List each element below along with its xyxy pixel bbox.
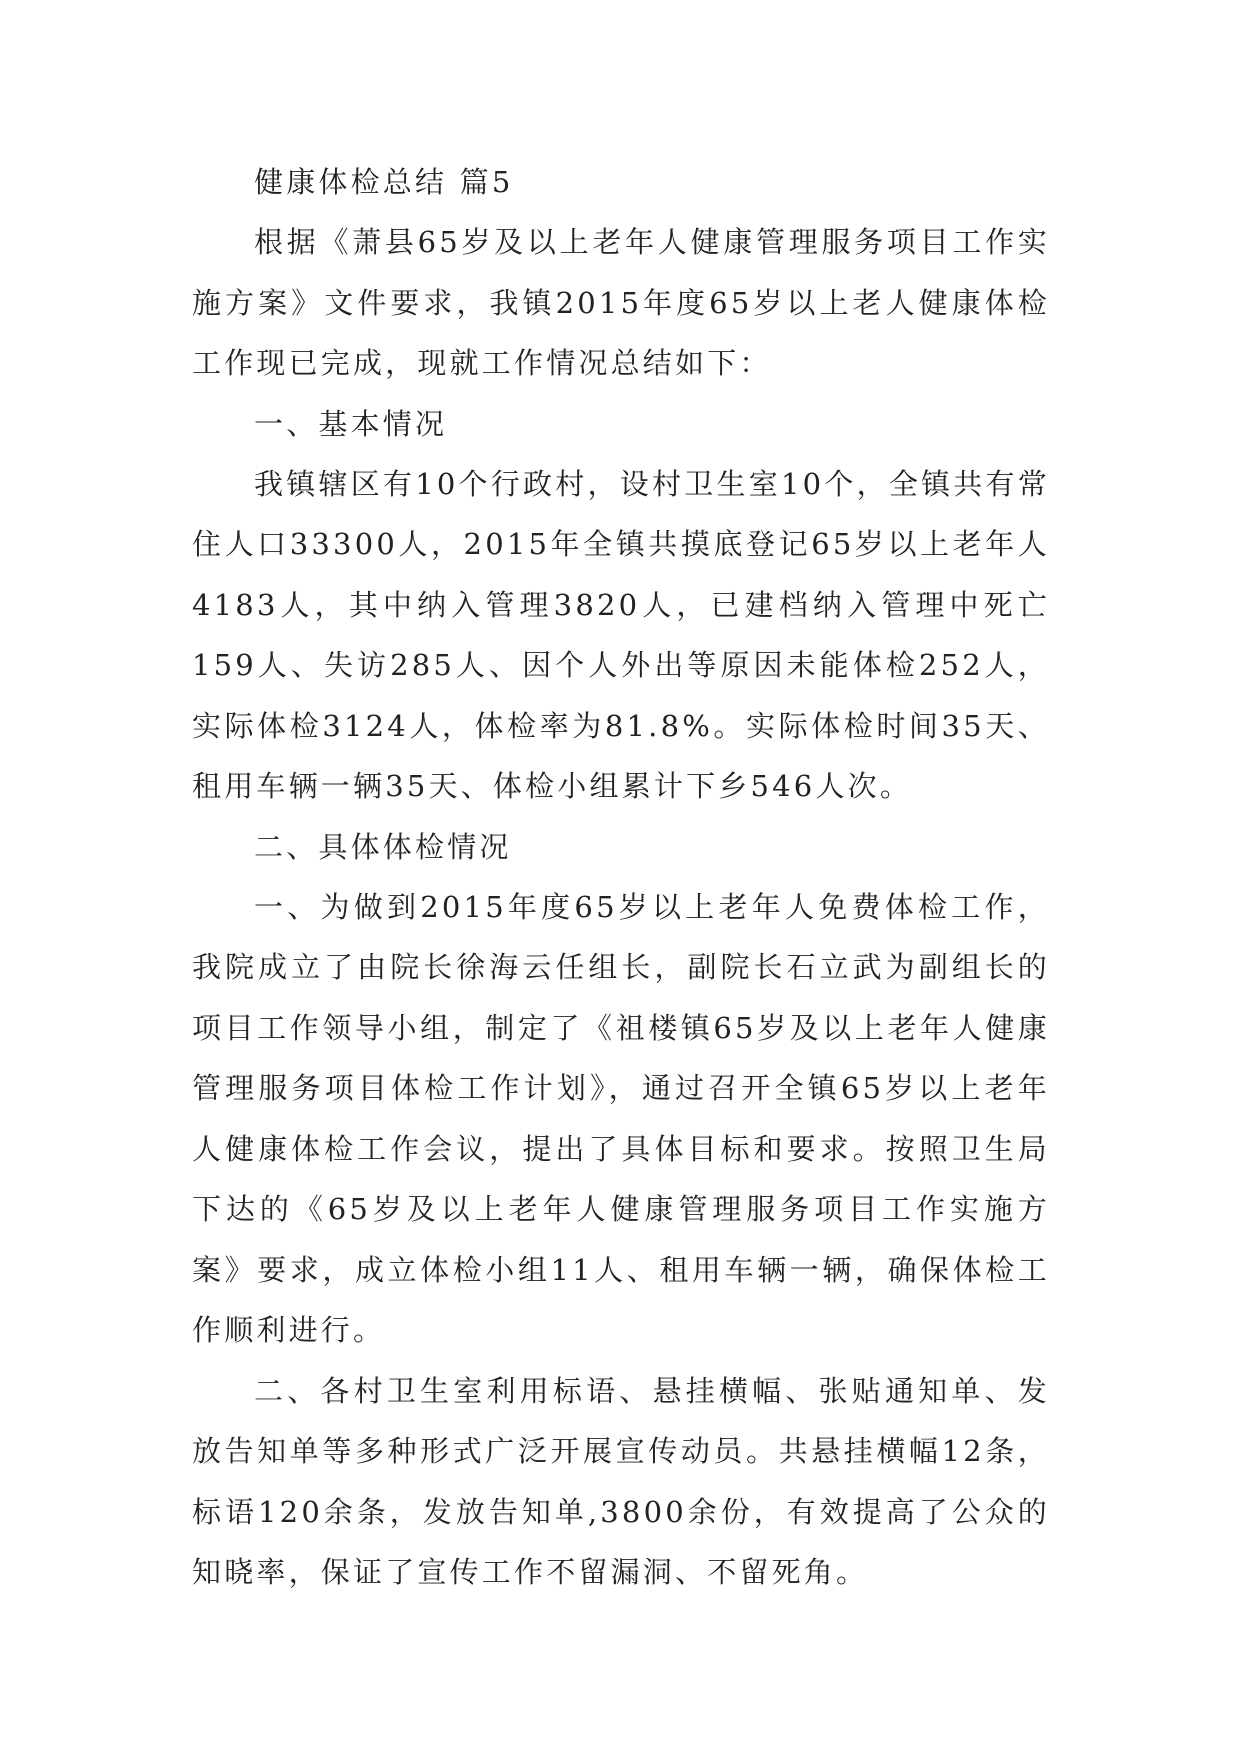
basic-situation-paragraph: 我镇辖区有10个行政村，设村卫生室10个，全镇共有常住人口33300人，2015年全镇共摸底登记65岁以上老年人4183人，其中纳入管理3820人，已建档纳入管理中死亡159人、失访285人、因个人外出等原因未能体检252人，实际体检3124人，体检率为81.8%。实际体检时间35天、租用车辆一辆35天、体检小组累计下乡546人次。 (192, 466, 1050, 803)
document-page (192, 152, 1050, 1603)
section-heading-basic: 一、基本情况 (254, 406, 448, 441)
section-heading-details: 二、具体体检情况 (254, 829, 512, 864)
details-paragraph-1: 一、为做到2015年度65岁以上老年人免费体检工作，我院成立了由院长徐海云任组长，副院长石立武为副组长的项目工作领导小组，制定了《祖楼镇65岁及以上老年人健康管理服务项目体检工作计划》，通过召开全镇65岁以上老年人健康体检工作会议，提出了具体目标和要求。按照卫生局下达的《65岁及以上老年人健康管理服务项目工作实施方案》要求，成立体检小组11人、租用车辆一辆，确保体检工作顺利进行。 (192, 889, 1050, 1347)
details-paragraph-2: 二、各村卫生室利用标语、悬挂横幅、张贴通知单、发放告知单等多种形式广泛开展宣传动员。共悬挂横幅12条，标语120余条，发放告知单,3800余份，有效提高了公众的知晓率，保证了宣传工作不留漏洞、不留死角。 (192, 1373, 1050, 1589)
intro-paragraph: 根据《萧县65岁及以上老年人健康管理服务项目工作实施方案》文件要求，我镇2015年度65岁以上老人健康体检工作现已完成，现就工作情况总结如下： (192, 225, 1050, 380)
document-title: 健康体检总结 篇5 (254, 165, 514, 199)
